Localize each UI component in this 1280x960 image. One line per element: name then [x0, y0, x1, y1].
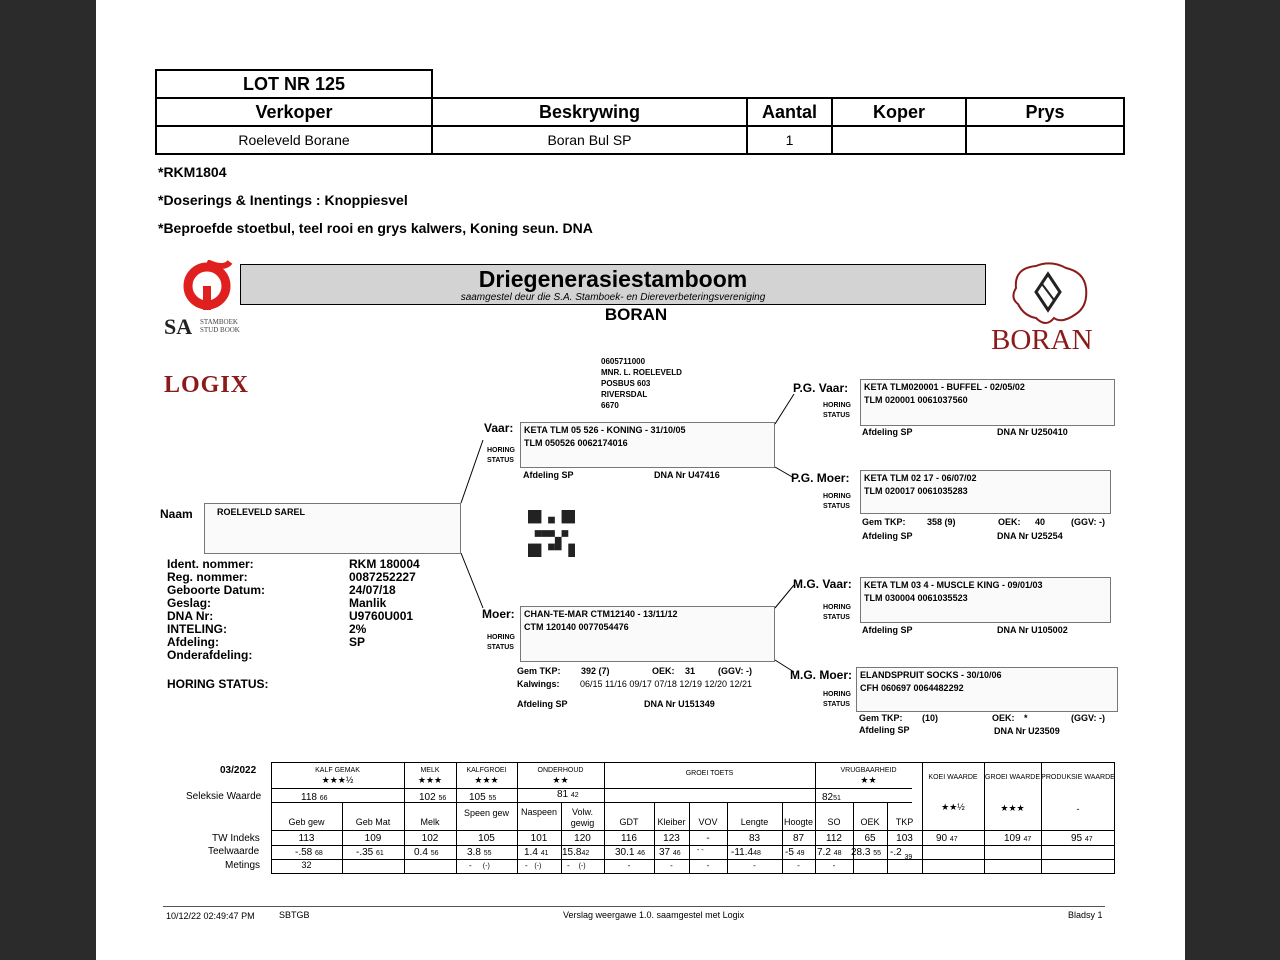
pg-moer-line2: TLM 020017 0061035283 [864, 486, 968, 496]
naam-label: Naam [160, 507, 193, 521]
teel-value: -.2 $_{39}$ [890, 847, 913, 861]
stars-kalfgroei: ★★★ [474, 775, 499, 785]
mg-vaar-afdeling: Afdeling SP [862, 625, 913, 635]
vaar-line2: TLM 050526 0062174016 [524, 438, 628, 448]
mg-vaar-label: M.G. Vaar: [793, 577, 852, 591]
note-line: *Doserings & Inentings : Knoppiesvel [158, 192, 408, 208]
stars-onderhoud: ★★ [552, 775, 569, 785]
ident-label: Reg. nommer: [167, 570, 248, 584]
moer-oek: 31 [685, 666, 696, 676]
metings-value: - [670, 861, 673, 870]
seleksie-melk: 102 56 [419, 792, 447, 803]
ident-value: U9760U001 [349, 609, 414, 623]
tw-koei-waarde: 90 47 [936, 833, 958, 844]
lot-value-aantal: 1 [746, 125, 833, 155]
tw-value: 120 [574, 833, 591, 844]
lot-header-verkoper: Verkoper [155, 97, 433, 127]
seleksie-onderhoud: 81 42 [557, 789, 579, 800]
vaar-status: STATUS [487, 457, 514, 464]
moer-oek-label: OEK: [652, 666, 675, 676]
metings-label: Metings [225, 860, 261, 871]
ident-label: INTELING: [167, 622, 227, 636]
col-header: VOV [698, 817, 718, 827]
boran-logo-text: BORAN [991, 324, 1093, 356]
col-header: Naspeen [520, 807, 558, 817]
mg-moer-line1: ELANDSPRUIT SOCKS - 30/10/06 [860, 670, 1002, 680]
vaar-box [520, 422, 775, 468]
seleksie-vrugbaarheid: 8251 [822, 792, 841, 803]
pg-moer-gem-tkp: 358 (9) [927, 517, 956, 527]
tw-value: 113 [298, 833, 315, 844]
footer-divider [163, 906, 1105, 907]
col-header: Hoogte [783, 817, 814, 827]
teel-value: 37 46 [659, 847, 681, 858]
breeder-line: RIVERSDAL [601, 390, 648, 399]
tw-value: 112 [826, 833, 842, 844]
col-header: GDT [619, 817, 639, 827]
col-header: Geb gew [288, 817, 325, 827]
ident-label: Geslag: [167, 596, 212, 610]
mg-moer-box [856, 667, 1118, 712]
moer-gem-tkp: 392 (7) [581, 666, 610, 676]
ident-value: 0087252227 [349, 570, 416, 584]
mg-moer-oek: * [1024, 713, 1028, 723]
tw-value: 83 [748, 833, 761, 844]
breed-name: BORAN [604, 305, 668, 324]
pg-vaar-status: STATUS [823, 412, 850, 419]
teel-value: -.58 68 [295, 847, 323, 858]
group-produksie-waarde: PRODUKSIE WAARDE [1041, 774, 1115, 781]
col-header: Geb Mat [355, 817, 391, 827]
ident-label: Ident. nommer: [167, 557, 254, 571]
pg-moer-line1: KETA TLM 02 17 - 06/07/02 [864, 473, 977, 483]
ident-label: Afdeling: [167, 635, 219, 649]
teel-value: 30.1 46 [615, 847, 646, 858]
pedigree-title: Driegenerasiestamboom [478, 266, 748, 292]
moer-line2: CTM 120140 0077054476 [524, 622, 629, 632]
mg-moer-line2: CFH 060697 0064482292 [860, 683, 964, 693]
col-header: TKP [895, 817, 914, 827]
ident-row [167, 649, 437, 662]
mg-moer-status: STATUS [823, 701, 850, 708]
footer-timestamp: 10/12/22 02:49:47 PM [166, 911, 255, 921]
ident-label: DNA Nr: [167, 609, 214, 623]
seleksie-label: Seleksie Waarde [186, 791, 262, 802]
stars-produksie-waarde: - [1076, 804, 1080, 814]
performance-date: 03/2022 [220, 765, 257, 776]
ident-value: 2% [349, 622, 367, 636]
qr-code-icon [527, 510, 576, 557]
teel-value: 3.8 55 [467, 847, 492, 858]
animal-ident-block [167, 558, 437, 662]
tw-label: TW Indeks [212, 833, 260, 844]
metings-value: 32 [301, 860, 312, 870]
moer-afdeling: Afdeling SP [517, 699, 568, 709]
mg-vaar-line1: KETA TLM 03 4 - MUSCLE KING - 09/01/03 [864, 580, 1043, 590]
metings-value: - [832, 861, 836, 870]
lot-header-beskrywing: Beskrywing [431, 97, 748, 127]
tw-value: 101 [530, 833, 548, 844]
pg-vaar-horing: HORING [823, 402, 851, 409]
lot-header-aantal: Aantal [746, 97, 833, 127]
breeder-line: MNR. L. ROELEVELD [601, 368, 682, 377]
teel-value: 28.3 55 [851, 847, 882, 858]
lot-header-koper: Koper [831, 97, 967, 127]
mg-vaar-dna: DNA Nr U105002 [997, 625, 1068, 635]
tw-value: 103 [896, 833, 913, 844]
lot-value-verkoper: Roeleveld Borane [155, 125, 433, 155]
tw-value: - [706, 833, 710, 844]
pg-vaar-line1: KETA TLM020001 - BUFFEL - 02/05/02 [864, 382, 1025, 392]
tw-value: 87 [792, 833, 805, 844]
animal-name: ROELEVELD SAREL [217, 507, 306, 517]
pg-moer-oek: 40 [1035, 517, 1046, 527]
ident-value: SP [349, 635, 366, 649]
metings-value: - [706, 861, 710, 870]
moer-horing: HORING [487, 634, 515, 641]
teel-label: Teelwaarde [208, 846, 260, 857]
stars-melk: ★★★ [417, 775, 443, 785]
ident-label: Onderafdeling: [167, 648, 253, 662]
pg-moer-ggv: (GGV: -) [1071, 517, 1105, 527]
teel-value: 7.2 48 [817, 847, 842, 858]
horing-status-label: HORING STATUS: [167, 677, 269, 691]
pedigree-subtitle: saamgestel deur die S.A. Stamboek- en Diereverbeteringsvereniging [460, 292, 766, 303]
sa-logo-text: SA [164, 314, 193, 339]
animal-name-box [204, 503, 461, 554]
seleksie-kalf-gemak: 118 66 [301, 792, 328, 803]
footer-code: SBTGB [279, 910, 310, 920]
tw-value: 123 [663, 833, 680, 844]
ident-value: RKM 180004 [349, 557, 420, 571]
tw-value: 102 [421, 833, 439, 844]
moer-line1: CHAN-TE-MAR CTM12140 - 13/11/12 [524, 609, 678, 619]
lot-title: LOT NR 125 [155, 69, 433, 99]
stars-kalf-gemak: ★★★½ [321, 775, 354, 785]
metings-value: - [627, 861, 631, 870]
mg-vaar-box [860, 577, 1111, 623]
group-onderhoud: ONDERHOUD [537, 767, 584, 774]
stars-vrugbaarheid: ★★ [860, 775, 877, 785]
footer-page: Bladsy 1 [1068, 910, 1103, 920]
group-koei-waarde: KOEI WAARDE [928, 774, 978, 781]
metings-value: - (-) [525, 861, 542, 870]
pg-moer-gem-tkp-label: Gem TKP: [862, 517, 906, 527]
group-kalf-gemak: KALF GEMAK [315, 767, 360, 774]
metings-value: - (-) [567, 861, 586, 870]
mg-moer-label: M.G. Moer: [790, 668, 852, 682]
performance-table [271, 762, 1115, 874]
pg-moer-dna: DNA Nr U25254 [997, 531, 1063, 541]
group-groei-waarde: GROEI WAARDE [985, 774, 1040, 781]
mg-moer-oek-label: OEK: [992, 713, 1015, 723]
seleksie-kalfgroei: 105 55 [469, 792, 497, 803]
teel-value: -.35 61 [356, 847, 384, 858]
pg-moer-afdeling: Afdeling SP [862, 531, 913, 541]
moer-box [520, 606, 775, 662]
moer-gem-tkp-label: Gem TKP: [517, 666, 561, 676]
stars-koei-waarde: ★★½ [941, 802, 965, 812]
pg-moer-oek-label: OEK: [998, 517, 1021, 527]
metings-value: - (-) [469, 861, 490, 870]
col-header: Lengte [740, 817, 769, 827]
mg-moer-gem-tkp: (10) [922, 713, 939, 723]
col-header: OEK [860, 817, 880, 827]
group-vrugbaarheid: VRUGBAARHEID [840, 767, 897, 774]
metings-value: - [797, 861, 800, 870]
ident-value: 24/07/18 [349, 583, 396, 597]
vaar-horing: HORING [487, 447, 515, 454]
moer-label: Moer: [482, 607, 515, 621]
pg-vaar-label: P.G. Vaar: [793, 381, 849, 395]
mg-vaar-line2: TLM 030004 0061035523 [864, 593, 968, 603]
vaar-afdeling: Afdeling SP [523, 470, 574, 480]
mg-moer-gem-tkp-label: Gem TKP: [859, 713, 903, 723]
metings-value: - [753, 861, 756, 870]
tw-value: 109 [364, 833, 382, 844]
pg-moer-status: STATUS [823, 503, 850, 510]
stars-groei-waarde: ★★★ [1000, 803, 1025, 813]
pg-moer-horing: HORING [823, 493, 851, 500]
ident-label: Geboorte Datum: [167, 583, 266, 597]
moer-dna: DNA Nr U151349 [644, 699, 715, 709]
lot-header-prys: Prys [965, 97, 1125, 127]
vaar-label: Vaar: [484, 421, 514, 435]
moer-kalwings-label: Kalwings: [517, 679, 560, 689]
sa-logo-sub1: STAMBOEK [200, 318, 238, 326]
pg-vaar-dna: DNA Nr U250410 [997, 427, 1068, 437]
tw-value: 105 [478, 833, 495, 844]
tw-value: 65 [864, 833, 876, 844]
footer-center: Verslag weergawe 1.0. saamgestel met Logix [563, 910, 745, 920]
ident-value: Manlik [349, 596, 387, 610]
pg-vaar-line2: TLM 020001 0061037560 [864, 395, 968, 405]
pg-vaar-afdeling: Afdeling SP [862, 427, 913, 437]
col-header: Kleiber [657, 817, 686, 827]
pg-moer-box [860, 470, 1111, 514]
pg-vaar-box [860, 379, 1115, 426]
moer-status: STATUS [487, 644, 514, 651]
vaar-dna: DNA Nr U47416 [654, 470, 720, 480]
mg-moer-afdeling: Afdeling SP [859, 725, 910, 735]
mg-moer-dna: DNA Nr U23509 [994, 726, 1060, 736]
teel-value: 0.4 56 [414, 847, 439, 858]
teel-value: -5 49 [785, 847, 805, 858]
vaar-line1: KETA TLM 05 526 - KONING - 31/10/05 [524, 425, 686, 435]
sa-logo-sub2: STUD BOOK [200, 326, 240, 334]
group-melk: MELK [420, 767, 440, 774]
tw-produksie-waarde: 95 47 [1071, 833, 1093, 844]
logix-logo: LOGIX [164, 372, 250, 398]
document-page [96, 0, 1185, 960]
col-header: Speen gew [463, 808, 510, 818]
teel-value: 1.4 41 [524, 847, 549, 858]
col-header: Melk [420, 817, 440, 827]
note-line: *RKM1804 [158, 164, 227, 180]
group-groei-toets: GROEI TOETS [685, 770, 734, 777]
teel-value: 15.842 [562, 847, 590, 858]
col-header: SO [827, 817, 841, 827]
lot-value-beskrywing: Boran Bul SP [431, 125, 748, 155]
breeder-line: POSBUS 603 [601, 379, 651, 388]
moer-kalwings: 06/15 11/16 09/17 07/18 12/19 12/20 12/21 [580, 679, 752, 689]
breeder-line: 6670 [601, 401, 619, 410]
mg-vaar-status: STATUS [823, 614, 850, 621]
moer-ggv: (GGV: -) [718, 666, 752, 676]
tw-groei-waarde: 109 47 [1004, 833, 1032, 844]
tw-value: 116 [621, 833, 637, 844]
mg-vaar-horing: HORING [823, 604, 851, 611]
col-header: Volw. gewig [570, 807, 595, 828]
note-line: *Beproefde stoetbul, teel rooi en grys kalwers, Koning seun. DNA [158, 220, 593, 236]
pg-moer-label: P.G. Moer: [791, 471, 850, 485]
mg-moer-horing: HORING [823, 691, 851, 698]
teel-value: - - [697, 847, 704, 854]
teel-value: -11.448 [731, 847, 761, 858]
mg-moer-ggv: (GGV: -) [1071, 713, 1105, 723]
group-kalfgroei: KALFGROEI [466, 767, 507, 774]
breeder-line: 0605711000 [601, 357, 646, 366]
